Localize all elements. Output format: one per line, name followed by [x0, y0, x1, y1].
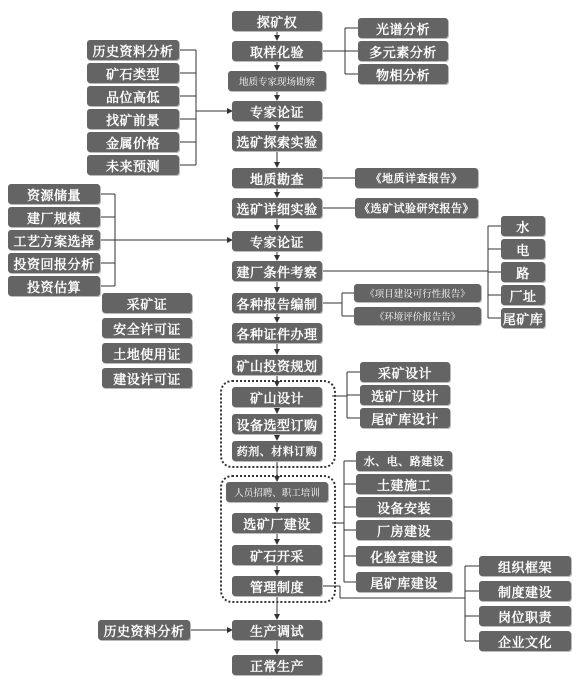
main-step-reagent-procurement: 药剂、材料订购: [232, 441, 322, 461]
site-tailings-pond: 尾矿库: [501, 308, 545, 328]
cert-mining-license: 采矿证: [102, 293, 192, 313]
design-tailings: 尾矿库设计: [360, 408, 450, 428]
topic-roi-analysis: 投资回报分析: [8, 253, 100, 273]
main-step-expert-review-2: 专家论证: [232, 231, 322, 251]
site-road: 路: [501, 262, 545, 282]
cert-safety-permit: 安全许可证: [102, 318, 192, 338]
build-civil-works: 土建施工: [356, 474, 452, 494]
factor-grade: 品位高低: [87, 86, 179, 106]
cert-construction-permit: 建设许可证: [102, 368, 192, 388]
analysis-spectral: 光谱分析: [358, 18, 448, 38]
factor-history-analysis: 历史资料分析: [87, 40, 179, 60]
design-mining: 采矿设计: [360, 362, 450, 382]
build-tailings-pond: 尾矿库建设: [356, 572, 452, 592]
site-electricity: 电: [501, 239, 545, 259]
site-water: 水: [501, 216, 545, 236]
factor-prospect: 找矿前景: [87, 109, 179, 129]
trial-history-analysis: 历史资料分析: [98, 620, 190, 640]
cert-land-use: 土地使用证: [102, 343, 192, 363]
factor-ore-type: 矿石类型: [87, 63, 179, 83]
main-step-geological-survey: 地质勘查: [232, 168, 322, 188]
beneficiation-report: 《选矿试验研究报告》: [355, 198, 478, 218]
build-laboratory: 化验室建设: [356, 546, 452, 566]
topic-resource-reserves: 资源储量: [8, 184, 100, 204]
topic-plant-scale: 建厂规模: [8, 207, 100, 227]
main-step-detailed-beneficiation: 选矿详细实验: [232, 198, 322, 218]
mgmt-org-structure: 组织框架: [479, 556, 571, 576]
analysis-multi-element: 多元素分析: [358, 41, 448, 61]
main-step-certificate-processing: 各种证件办理: [232, 323, 322, 343]
build-utilities: 水、电、路建设: [356, 451, 452, 471]
main-step-expert-review-1: 专家论证: [232, 101, 322, 121]
site-location: 厂址: [501, 285, 545, 305]
main-step-management-system: 管理制度: [232, 576, 322, 596]
main-step-sampling-assay: 取样化验: [232, 41, 322, 61]
main-step-report-preparation: 各种报告编制: [232, 293, 322, 313]
main-step-investment-planning: 矿山投资规划: [232, 355, 322, 375]
main-step-trial-production: 生产调试: [232, 620, 322, 640]
design-plant: 选矿厂设计: [360, 385, 450, 405]
feasibility-report: 《项目建设可行性报告》: [354, 284, 481, 302]
topic-process-selection: 工艺方案选择: [8, 230, 100, 250]
geology-report: 《地质详查报告》: [355, 168, 478, 188]
main-step-plant-construction: 选矿厂建设: [232, 513, 322, 533]
main-step-mining-right: 探矿权: [232, 11, 322, 31]
main-step-equipment-procurement: 设备选型订购: [232, 414, 322, 434]
main-step-normal-production: 正常生产: [232, 655, 322, 675]
main-step-ore-mining: 矿石开采: [232, 545, 322, 565]
main-step-site-conditions: 建厂条件考察: [232, 261, 322, 281]
topic-investment-estimate: 投资估算: [8, 276, 100, 296]
environment-report: 《环境评价报告告》: [354, 307, 481, 325]
analysis-phase: 物相分析: [358, 64, 448, 84]
build-workshop: 厂房建设: [356, 520, 452, 540]
main-step-site-survey: 地质专家现场勘察: [228, 71, 326, 91]
factor-metal-price: 金属价格: [87, 132, 179, 152]
mgmt-corporate-culture: 企业文化: [479, 631, 571, 651]
build-equipment-install: 设备安装: [356, 497, 452, 517]
main-step-mine-design: 矿山设计: [232, 387, 322, 407]
main-step-beneficiation-exploration: 选矿探索实验: [232, 131, 322, 151]
mgmt-system-building: 制度建设: [479, 581, 571, 601]
mgmt-job-duties: 岗位职责: [479, 606, 571, 626]
factor-forecast: 未来预测: [87, 155, 179, 175]
main-step-recruitment-training: 人员招聘、职工培训: [226, 482, 328, 502]
